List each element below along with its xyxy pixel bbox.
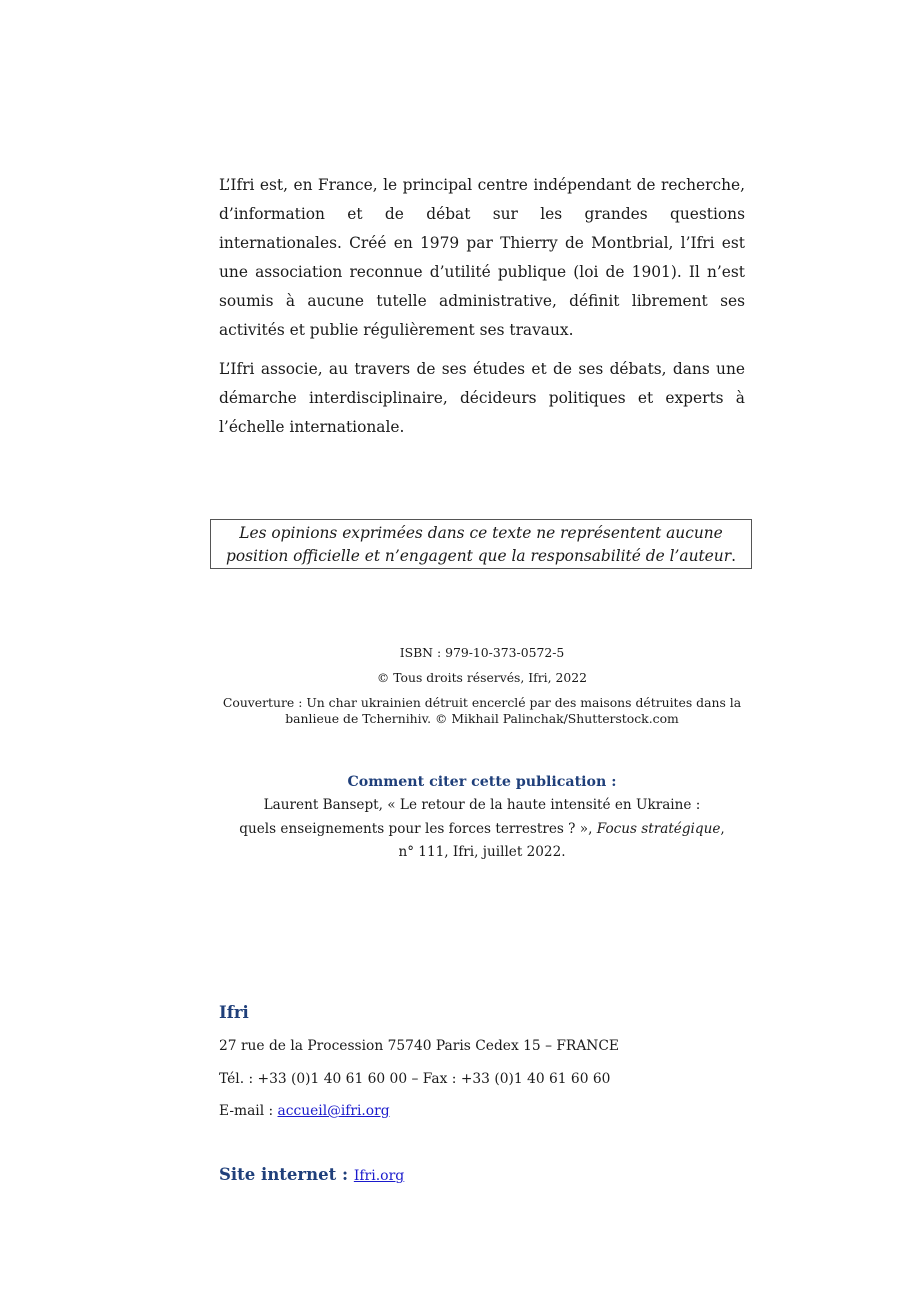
postal-address: 27 rue de la Procession 75740 Paris Cedex 15 – FRANCE <box>219 1038 619 1054</box>
org-name: Ifri <box>219 1003 249 1022</box>
cover-credit-line-2: banlieue de Tchernihiv. © Mikhail Palinchak/Shutterstock.com <box>285 711 679 726</box>
copyright: © Tous droits réservés, Ifri, 2022 <box>376 670 588 685</box>
isbn: ISBN : 979-10-373-0572-5 <box>399 645 565 660</box>
email-line <box>219 1101 390 1121</box>
citation-line-1: Laurent Bansept, « Le retour de la haute intensité en Ukraine : <box>263 797 701 813</box>
citation-series-title: Focus stratégique <box>596 820 721 837</box>
cover-credit <box>200 695 764 727</box>
disclaimer-box <box>210 519 752 569</box>
citation-text <box>200 794 764 865</box>
citation-line-2 <box>200 818 764 842</box>
disclaimer-line-2-text: position officielle et n’engagent que la responsabilité de l’auteur <box>226 547 732 565</box>
disclaimer-line-1: Les opinions exprimées dans ce texte ne représentent aucune <box>239 524 723 542</box>
cover-credit-line-1: Couverture : Un char ukrainien détruit encerclé par des maisons détruites dans la <box>222 695 742 710</box>
website-line <box>219 1163 404 1188</box>
citation-line-2-end: , <box>720 820 725 837</box>
citation-line-3: n° 111, Ifri, juillet 2022. <box>398 844 566 860</box>
disclaimer-period: . <box>731 547 736 565</box>
disclaimer-line-2 <box>211 545 751 568</box>
citation-heading: Comment citer cette publication : <box>347 774 617 790</box>
intro-text <box>219 171 745 452</box>
website-label: Site internet : <box>219 1165 354 1184</box>
intro-paragraph-1: L’Ifri est, en France, le principal centre indépendant de recherche, d’information et de débat sur les grandes questions internationales. Créé en 1979 par Thierry de Montbrial, l’Ifri est une association reconnue d’utilité publique (loi de 1901). Il n’est soumis à aucune tutelle administrative, définit librement ses activités et publie régulièrement ses travaux. <box>219 176 745 339</box>
email-label: E-mail : <box>219 1103 278 1119</box>
website-link[interactable]: Ifri.org <box>353 1168 405 1184</box>
intro-paragraph-2: L’Ifri associe, au travers de ses études et de ses débats, dans une démarche interdisciplinaire, décideurs politiques et experts à l’échelle internationale. <box>219 360 745 436</box>
citation-line-2-start: quels enseignements pour les forces terrestres ? », <box>239 820 597 837</box>
phone-fax: Tél. : +33 (0)1 40 61 60 00 – Fax : +33 (0)1 40 61 60 60 <box>219 1071 611 1087</box>
email-link[interactable]: accueil@ifri.org <box>277 1103 390 1119</box>
